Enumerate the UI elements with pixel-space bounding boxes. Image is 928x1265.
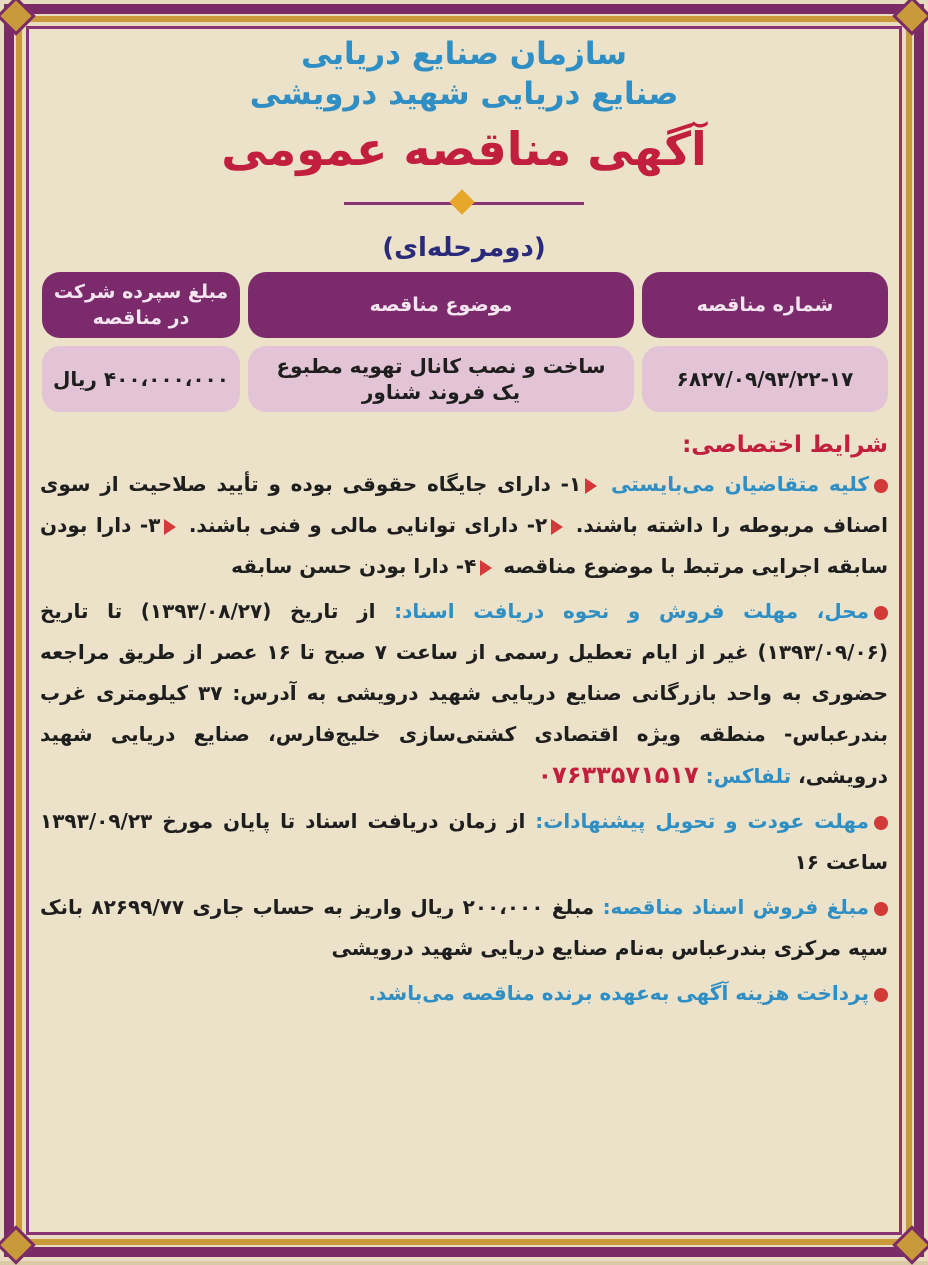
arrow-bullet-icon xyxy=(585,478,597,494)
condition-item-1: ۱- دارای جایگاه حقوقی بوده و تأیید صلاحیت از سوی اصناف مربوطه را داشته باشند. xyxy=(40,472,889,537)
diamond-ornament-icon xyxy=(449,189,474,214)
sales-text: از تاریخ (۱۳۹۳/۰۸/۲۷) تا تاریخ (۱۳۹۳/۰۹/۰۶) غیر از ایام تعطیل رسمی از ساعت ۷ صبح تا ۱۶ عصر از طریق مراجعه حضوری به واحد بازرگانی صنایع دریایی شهید درویشی به آدرس: ۳۷ کیلومتری غرب بندرعباس- منطقه ویژه اقتصادی کشتی‌سازی خلیج‌فارس، صنایع دریایی شهید درویشی، xyxy=(40,599,889,788)
deadline-text: از زمان دریافت اسناد تا پایان مورخ ۱۳۹۳/۰۹/۲۳ ساعت ۱۶ xyxy=(40,809,888,874)
cell-tender-subject xyxy=(248,346,634,412)
title-divider xyxy=(344,192,584,214)
arrow-bullet-icon xyxy=(480,560,492,576)
header-tender-number: شماره مناقصه xyxy=(642,272,888,338)
deadline-label: مهلت عودت و تحویل پیشنهادات: xyxy=(535,809,869,833)
bullet-icon xyxy=(874,606,888,620)
price-text: مبلغ ۲۰۰،۰۰۰ ریال واریز به حساب جاری ۸۲۶۹۹/۷۷ بانک سپه مرکزی بندرعباس به‌نام صنایع دریایی شهید درویشی xyxy=(40,895,888,960)
bullet-icon xyxy=(874,816,888,830)
footer-paragraph xyxy=(40,973,888,1014)
condition-item-3: ۳- دارا بودن سابقه اجرایی مرتبط با موضوع مناقصه xyxy=(40,513,888,578)
organization-name: سازمان صنایع دریایی xyxy=(301,36,627,72)
condition-item-4: ۴- دارا بودن حسن سابقه xyxy=(231,554,477,578)
footer-text: پرداخت هزینه آگهی به‌عهده برنده مناقصه می‌باشد. xyxy=(368,981,869,1005)
notice-content xyxy=(40,34,888,1231)
header-tender-subject: موضوع مناقصه xyxy=(248,272,634,338)
deposit-header-line-2: در مناقصه xyxy=(92,307,190,329)
company-name: صنایع دریایی شهید درویشی xyxy=(249,76,679,112)
bullet-icon xyxy=(874,902,888,916)
deposit-header-line-1: مبلغ سپرده شرکت xyxy=(53,281,229,303)
subject-line-2: یک فروند شناور xyxy=(361,380,521,404)
price-label: مبلغ فروش اسناد مناقصه: xyxy=(602,895,869,919)
sales-label: محل، مهلت فروش و نحوه دریافت اسناد: xyxy=(394,599,869,623)
cell-deposit: ۴۰۰،۰۰۰،۰۰۰ ریال xyxy=(42,346,240,412)
notice-title: آگهی مناقصه عمومی xyxy=(221,122,707,176)
fax-number: ۰۷۶۳۳۵۷۱۵۱۷ xyxy=(537,761,699,789)
bullet-icon xyxy=(874,988,888,1002)
conditions-lead: کلیه متقاضیان می‌بایستی xyxy=(610,472,869,496)
header-deposit xyxy=(42,272,240,338)
tender-table xyxy=(40,272,888,412)
notice-subtitle: (دومرحله‌ای) xyxy=(382,233,546,263)
bullet-icon xyxy=(874,479,888,493)
price-paragraph xyxy=(40,887,888,969)
deadline-paragraph xyxy=(40,801,888,883)
arrow-bullet-icon xyxy=(551,519,563,535)
subject-line-1: ساخت و نصب کانال تهویه مطبوع xyxy=(276,354,606,378)
arrow-bullet-icon xyxy=(164,519,176,535)
fax-label: تلفاکس: xyxy=(705,764,792,788)
cell-tender-number: ۶۸۲۷/۰۹/۹۳/۲۲-۱۷ xyxy=(642,346,888,412)
sales-paragraph xyxy=(40,591,888,797)
conditions-paragraph xyxy=(40,464,888,587)
condition-item-2: ۲- دارای توانایی مالی و فنی باشند. xyxy=(188,513,548,537)
conditions-title: شرایط اختصاصی: xyxy=(682,432,888,458)
